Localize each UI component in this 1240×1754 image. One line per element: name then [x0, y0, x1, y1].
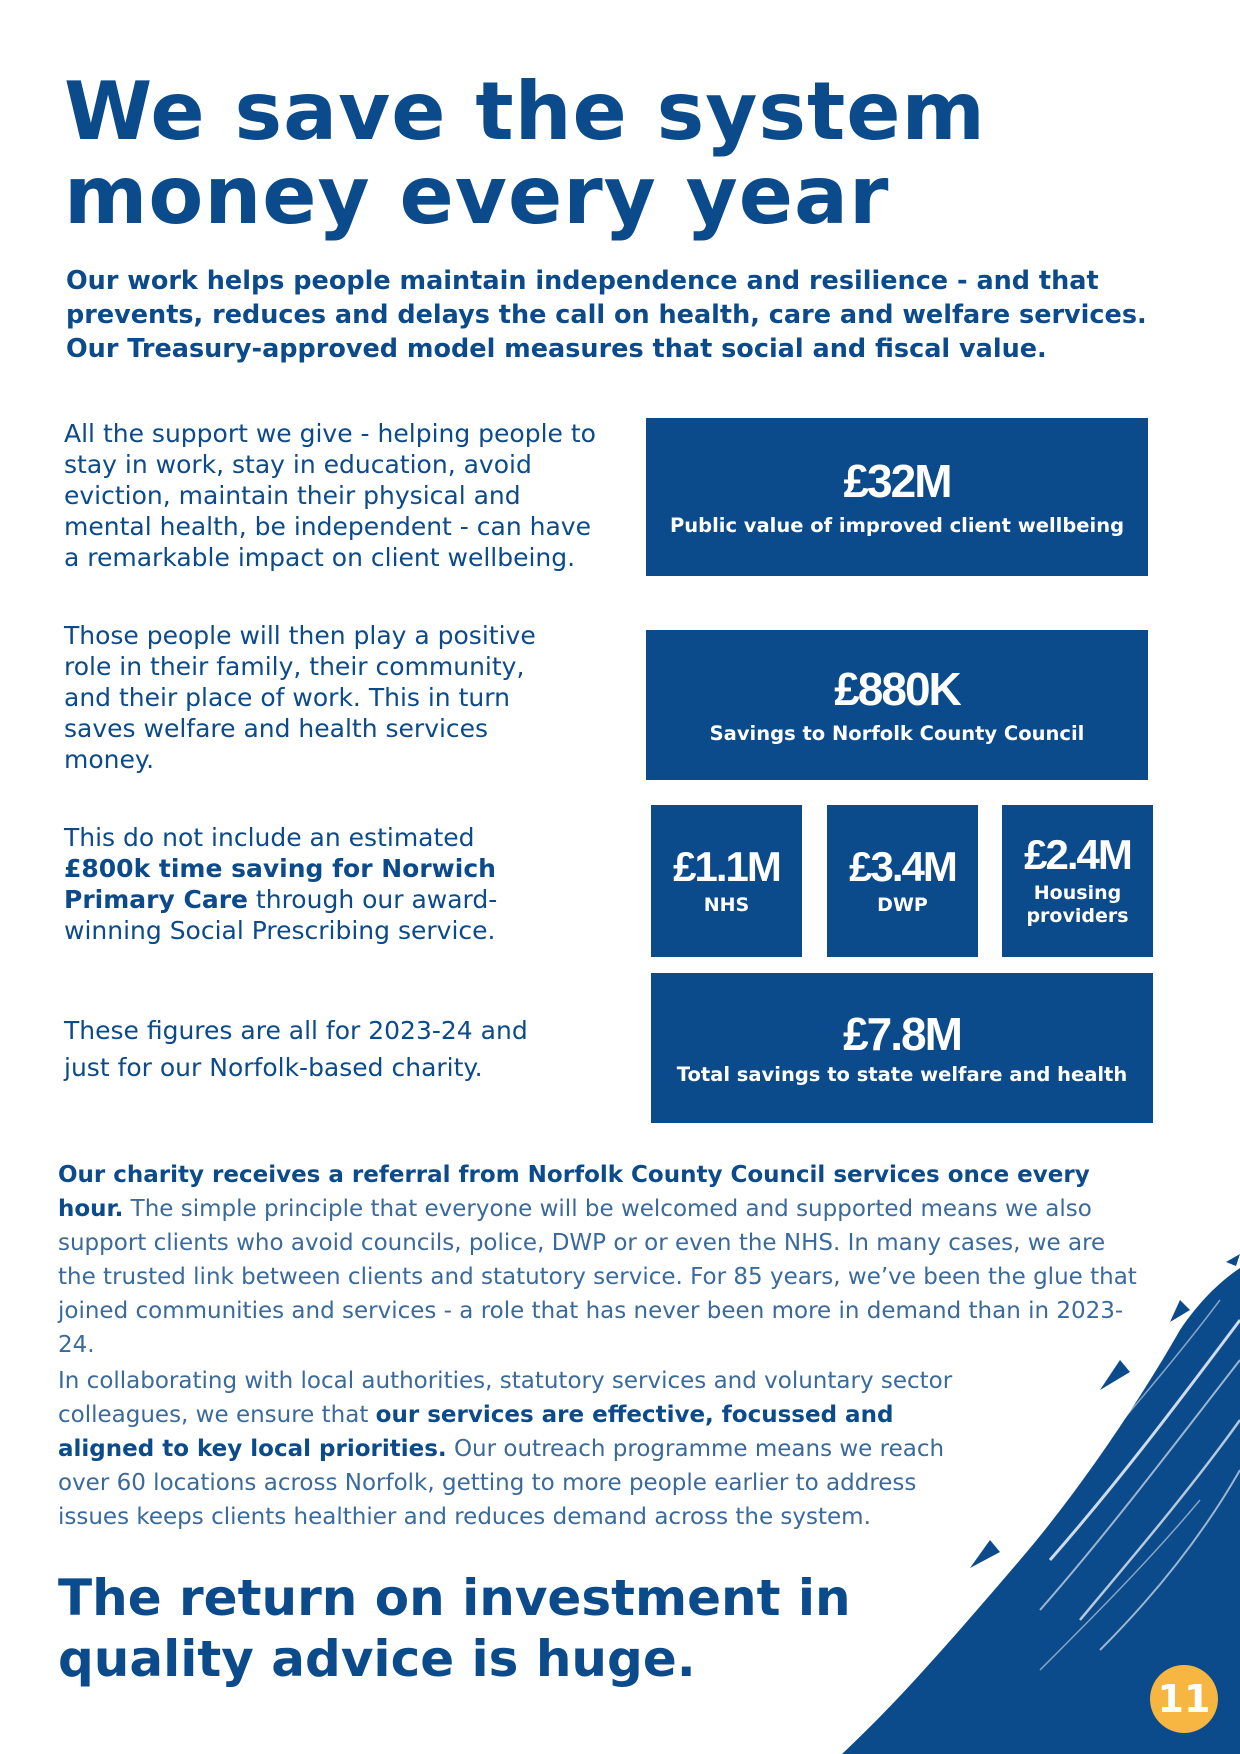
primary-care-text-after: through our award-winning Social Prescribing service.: [64, 885, 498, 945]
stat-total-label: Total savings to state welfare and health: [676, 1062, 1128, 1086]
stat-nhs-label: NHS: [703, 893, 750, 916]
positive-role-paragraph: Those people will then play a positive role in their family, their community, and their place of work. This in turn saves welfare and health services money.: [64, 621, 536, 774]
stat-housing-box: [1002, 805, 1153, 957]
stat-housing-label: Housing providers: [1026, 882, 1129, 927]
page-number-badge: 11: [1150, 1665, 1218, 1733]
support-paragraph: All the support we give - helping people to stay in work, stay in education, avoid eviction, maintain their physical and mental health, be independent - can have a remarkable impact on client wellbeing.: [64, 419, 596, 572]
stat-dwp-value: £3.4M: [849, 842, 956, 890]
referral-lead: Our charity receives a referral from Norfolk County Council services once every hour.: [58, 1162, 1090, 1222]
stat-ncc-value: £880K: [834, 662, 960, 715]
page-title: [64, 65, 1184, 242]
title-line-1: We save the system: [64, 65, 986, 158]
closing-line-1: The return on investment in: [58, 1569, 851, 1627]
intro-text: Our work helps people maintain independence and resilience - and that prevents, reduces and delays the call on health, care and welfare services. Our Treasury-approved model measures that social and fiscal value.: [66, 266, 1147, 364]
stat-dwp-box: [827, 805, 978, 957]
closing-statement: [58, 1568, 958, 1690]
closing-line-2: quality advice is huge.: [58, 1630, 696, 1688]
stat-nhs-value: £1.1M: [673, 842, 780, 890]
primary-care-paragraph: [64, 822, 534, 946]
primary-care-text-before: This do not include an estimated: [64, 823, 475, 852]
collaboration-paragraph: [58, 1364, 958, 1534]
stat-wellbeing-box: [646, 418, 1148, 576]
stat-nhs-box: [651, 805, 802, 957]
stat-total-box: [651, 973, 1153, 1123]
stat-housing-value: £2.4M: [1024, 831, 1131, 878]
referral-paragraph: [58, 1158, 1138, 1362]
stat-ncc-label: Savings to Norfolk County Council: [709, 721, 1085, 745]
primary-care-highlight: £800k time saving for Norwich Primary Care: [64, 854, 496, 914]
stat-ncc-box: [646, 630, 1148, 780]
collaboration-text-before: In collaborating with local authorities, statutory services and voluntary sector colleagues, we ensure that: [58, 1368, 953, 1428]
stat-dwp-label: DWP: [877, 893, 928, 916]
collaboration-highlight: our services are effective, focussed and aligned to key local priorities.: [58, 1402, 894, 1462]
figures-note-paragraph: These figures are all for 2023-24 and just for our Norfolk-based charity.: [64, 1016, 528, 1082]
stat-total-value: £7.8M: [843, 1007, 961, 1060]
collaboration-text-after: Our outreach programme means we reach over 60 locations across Norfolk, getting to more people earlier to address issues keeps clients healthier and reduces demand across the system.: [58, 1436, 945, 1530]
stat-wellbeing-value: £32M: [843, 454, 951, 507]
title-line-2: money every year: [64, 149, 890, 242]
referral-rest: The simple principle that everyone will be welcomed and supported means we also support clients who avoid councils, police, DWP or or even the NHS. In many cases, we are the trusted link between clients and statutory service. For 85 years, we’ve been the glue that joined communities and services - a role that has never been more in demand than in 2023-24.: [58, 1196, 1137, 1358]
stat-wellbeing-label: Public value of improved client wellbeing: [669, 513, 1125, 537]
